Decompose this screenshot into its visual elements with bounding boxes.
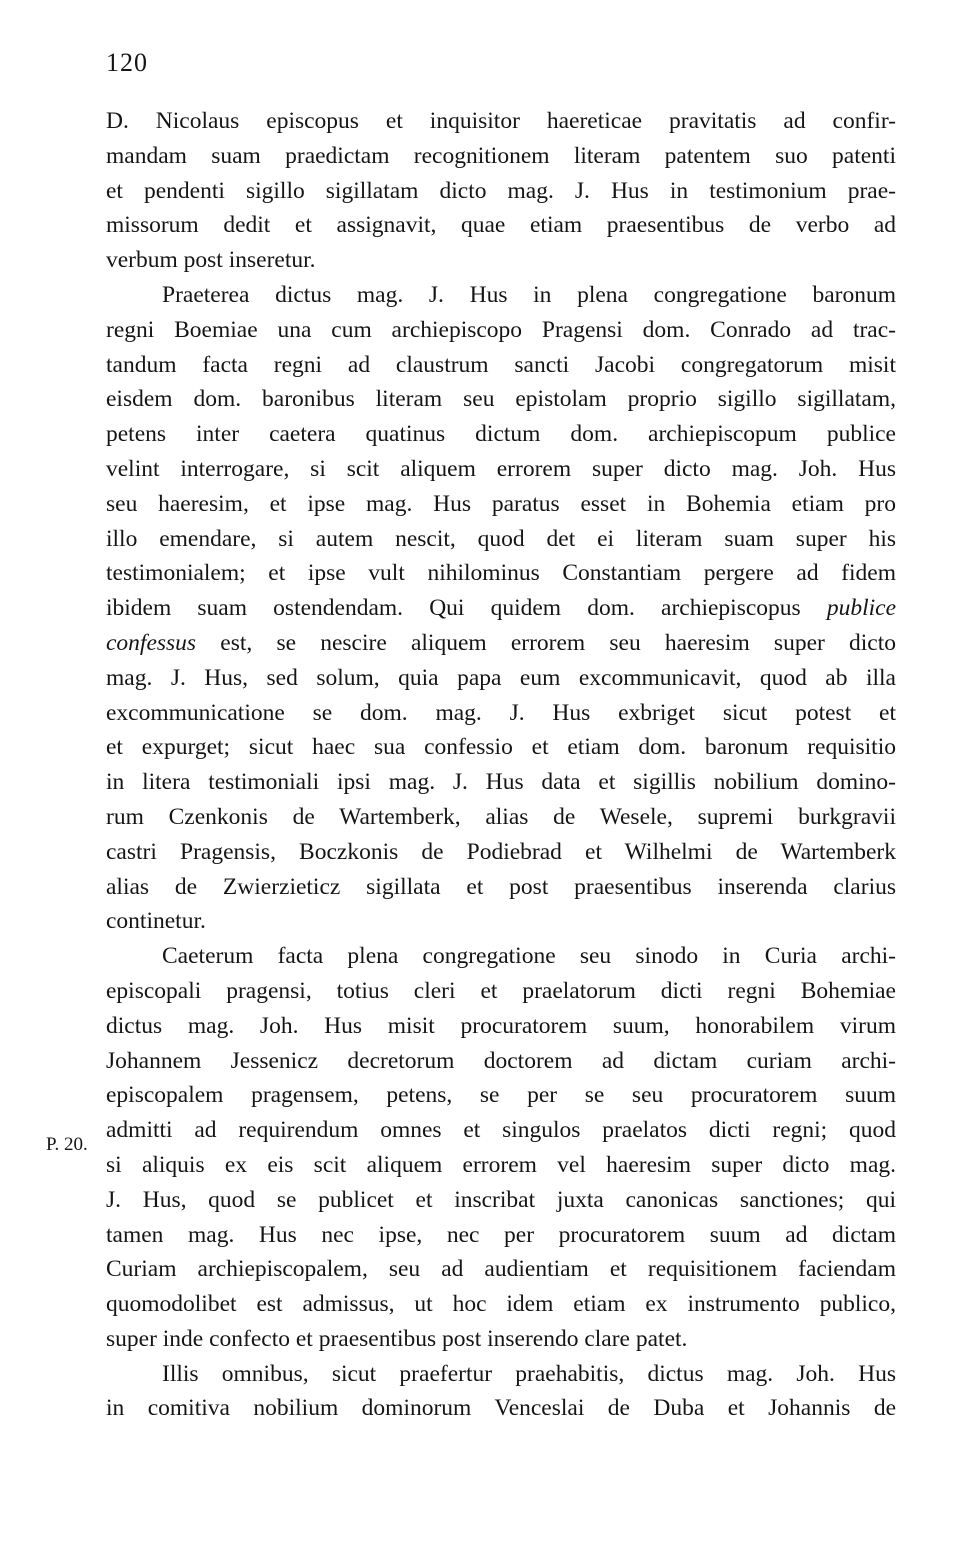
text-line: et pendenti sigillo sigillatam dicto mag. J. Hus in testimonium prae-	[106, 177, 896, 204]
text-line: rum Czenkonis de Wartemberk, alias de Wesele, supremi burkgravii	[106, 803, 896, 830]
text-line: testimonialem; et ipse vult nihilominus Constantiam pergere ad fidem	[106, 560, 896, 587]
text-line: mandam suam praedictam recognitionem literam patentem suo patenti	[106, 142, 896, 169]
italic-text: confessus	[106, 629, 197, 656]
text-line: episcopali pragensi, totius cleri et praelatorum dicti regni Bohemiae	[106, 977, 896, 1004]
text-line: dictus mag. Joh. Hus misit procuratorem suum, honorabilem virum	[106, 1012, 896, 1039]
text-line	[106, 591, 896, 626]
text-line: Caeterum facta plena congregatione seu sinodo in Curia archi-	[162, 943, 896, 970]
text-line: si aliquis ex eis scit aliquem errorem vel haeresim super dicto mag.	[106, 1151, 896, 1178]
text-line: petens inter caetera quatinus dictum dom. archiepiscopum publice	[106, 421, 896, 448]
text-line: continetur.	[106, 908, 206, 935]
text-line: in comitiva nobilium dominorum Venceslai de Duba et Johannis de	[106, 1395, 896, 1422]
text-line: regni Boemiae una cum archiepiscopo Pragensi dom. Conrado ad trac-	[106, 316, 896, 343]
text-line: Johannem Jessenicz decretorum doctorem ad dictam curiam archi-	[106, 1047, 896, 1074]
text-line: in litera testimoniali ipsi mag. J. Hus data et sigillis nobilium domino-	[106, 769, 896, 796]
text-line: alias de Zwierzieticz sigillata et post praesentibus inserenda clarius	[106, 873, 896, 900]
text-line: mag. J. Hus, sed solum, quia papa eum excommunicavit, quod ab illa	[106, 664, 896, 691]
text-segment: ibidem suam ostendendam. Qui quidem dom. archiepiscopus	[106, 595, 801, 622]
text-line	[106, 626, 896, 661]
text-line: illo emendare, si autem nescit, quod det ei literam suam super his	[106, 525, 896, 552]
page-number: 120	[106, 48, 148, 77]
text-line: velint interrogare, si scit aliquem errorem super dicto mag. Joh. Hus	[106, 455, 896, 482]
text-line: J. Hus, quod se publicet et inscribat juxta canonicas sanctiones; qui	[106, 1186, 896, 1213]
text-line: missorum dedit et assignavit, quae etiam praesentibus de verbo ad	[106, 212, 896, 239]
text-line: Curiam archiepiscopalem, seu ad audientiam et requisitionem faciendam	[106, 1256, 896, 1283]
paragraph-4	[106, 1357, 896, 1427]
text-line: eisdem dom. baronibus literam seu epistolam proprio sigillo sigillatam,	[106, 386, 896, 413]
text-line: D. Nicolaus episcopus et inquisitor haereticae pravitatis ad confir-	[106, 108, 896, 134]
text-line: Illis omnibus, sicut praefertur praehabitis, dictus mag. Joh. Hus	[162, 1360, 896, 1387]
text-line: super inde confecto et praesentibus post inserendo clare patet.	[106, 1325, 688, 1352]
text-line: quomodolibet est admissus, ut hoc idem etiam ex instrumento publico,	[106, 1291, 896, 1318]
text-line: episcopalem pragensem, petens, se per se seu procuratorem suum	[106, 1082, 896, 1109]
text-line: admitti ad requirendum omnes et singulos praelatos dicti regni; quod	[106, 1117, 896, 1144]
paragraph-2	[106, 278, 896, 939]
paragraph-1	[106, 104, 896, 278]
text-line: Praeterea dictus mag. J. Hus in plena congregatione baronum	[162, 281, 896, 308]
italic-text: publice	[826, 595, 896, 622]
text-line: tandum facta regni ad claustrum sancti Jacobi congregatorum misit	[106, 351, 896, 378]
paragraph-3	[106, 939, 896, 1357]
text-line: et expurget; sicut haec sua confessio et etiam dom. baronum requisitio	[106, 734, 896, 761]
margin-note: P. 20.	[46, 1134, 88, 1155]
text-line: tamen mag. Hus nec ipse, nec per procuratorem suum ad dictam	[106, 1221, 896, 1248]
text-segment: est, se nescire aliquem errorem seu haeresim super dicto	[220, 629, 896, 656]
text-line: castri Pragensis, Boczkonis de Podiebrad et Wilhelmi de Wartemberk	[106, 838, 896, 865]
text-line: excommunicatione se dom. mag. J. Hus exbriget sicut potest et	[106, 699, 896, 726]
text-line: verbum post inseretur.	[106, 247, 316, 274]
text-column	[106, 104, 896, 1426]
text-line: seu haeresim, et ipse mag. Hus paratus esset in Bohemia etiam pro	[106, 490, 896, 517]
